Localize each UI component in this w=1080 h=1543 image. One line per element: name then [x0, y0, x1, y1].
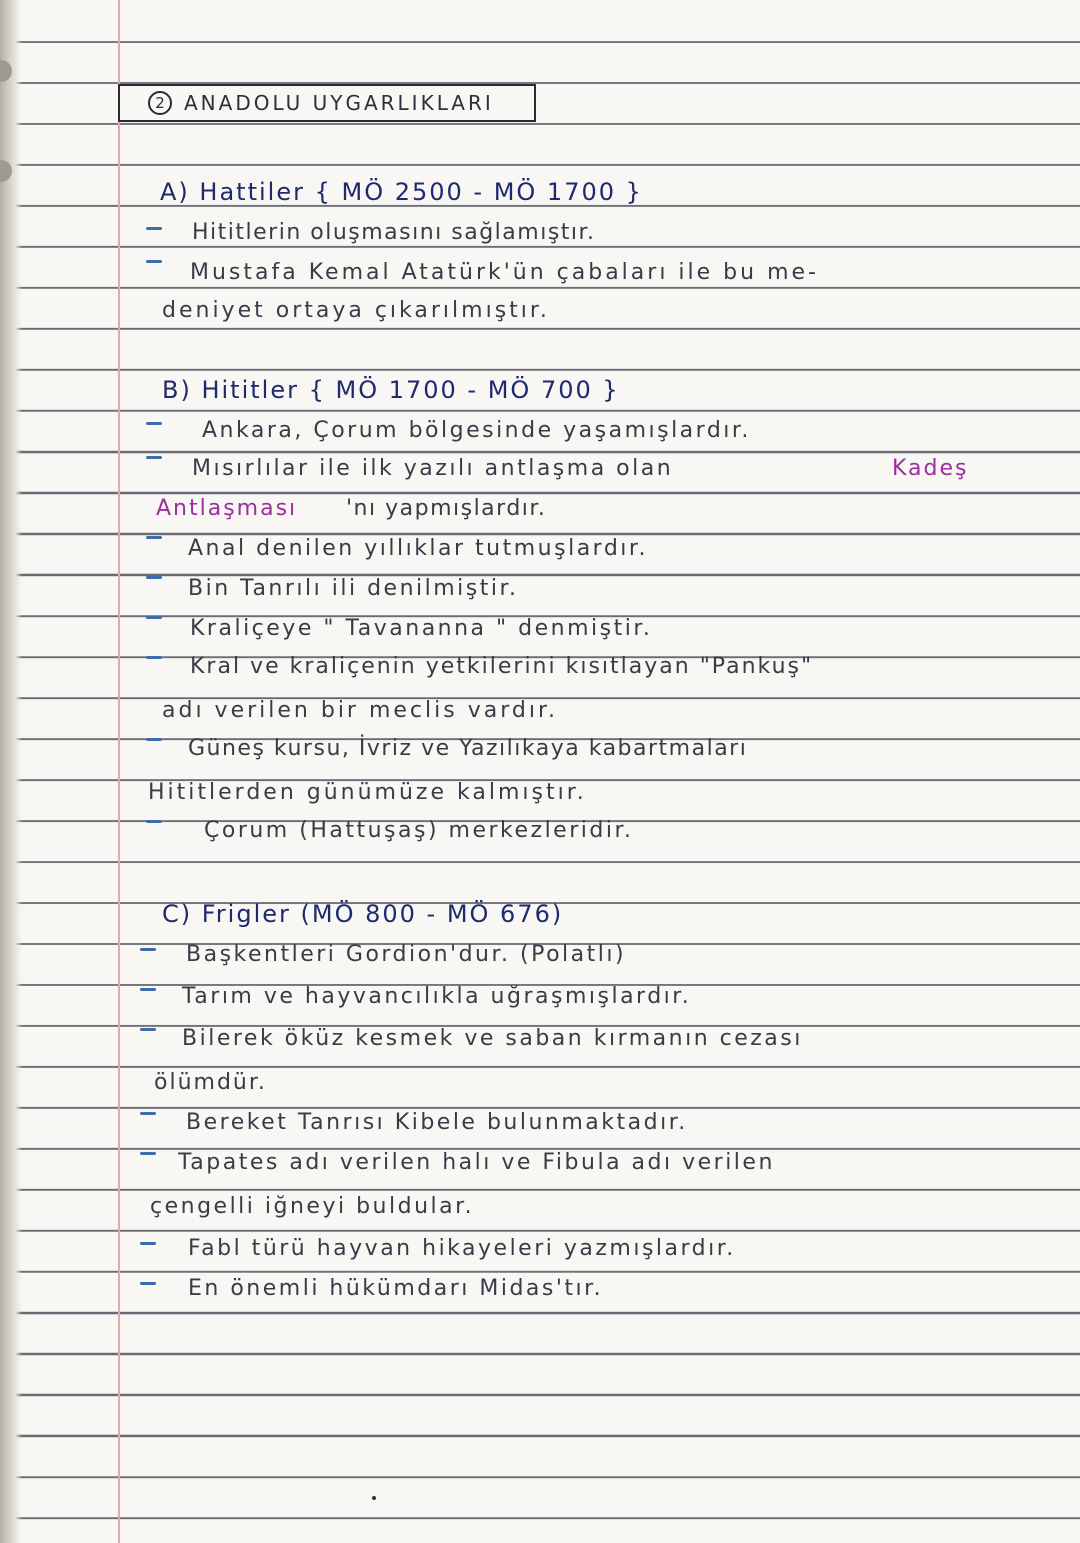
note-line: Mustafa Kemal Atatürk'ün çabaları ile bu me-	[190, 260, 819, 285]
bullet-dash	[146, 536, 162, 539]
bullet-dash	[140, 1028, 156, 1031]
section-heading-frigler: C) Frigler (MÖ 800 - MÖ 676)	[162, 900, 564, 928]
section-heading-hititler: B) Hititler { MÖ 1700 - MÖ 700 }	[162, 376, 620, 404]
bullet-dash	[140, 1282, 156, 1285]
note-line: Kraliçeye " Tavananna " denmiştir.	[190, 616, 653, 641]
bullet-dash	[140, 1152, 156, 1155]
bullet-dash	[146, 576, 162, 579]
margin-line	[118, 0, 120, 1543]
note-line: Ankara, Çorum bölgesinde yaşamışlardır.	[202, 418, 751, 443]
bullet-dash	[146, 656, 162, 659]
bullet-dash	[146, 456, 162, 459]
note-line: Hititlerin oluşmasını sağlamıştır.	[192, 220, 596, 245]
bullet-dash	[146, 227, 162, 230]
note-line: Fabl türü hayvan hikayeleri yazmışlardır.	[188, 1236, 736, 1261]
bullet-dash	[140, 1112, 156, 1115]
note-line: Bereket Tanrısı Kibele bulunmaktadır.	[186, 1110, 688, 1135]
title-box	[118, 84, 536, 122]
bullet-dash	[146, 738, 162, 741]
ink-dot	[372, 1496, 376, 1500]
section-heading-hattiler: A) Hattiler { MÖ 2500 - MÖ 1700 }	[160, 178, 643, 206]
bullet-dash	[146, 260, 162, 263]
section-number: 2	[148, 91, 172, 115]
note-line: adı verilen bir meclis vardır.	[162, 698, 558, 723]
highlighted-term: Antlaşması	[156, 496, 298, 521]
note-line: Anal denilen yıllıklar tutmuşlardır.	[188, 536, 648, 561]
bullet-dash	[146, 820, 162, 823]
note-line: En önemli hükümdarı Midas'tır.	[188, 1276, 604, 1301]
note-line: Hititlerden günümüze kalmıştır.	[148, 780, 587, 805]
note-line: deniyet ortaya çıkarılmıştır.	[162, 298, 550, 323]
note-line: Bin Tanrılı ili denilmiştir.	[188, 576, 519, 601]
note-line: 'nı yapmışlardır.	[346, 496, 547, 521]
note-line: Güneş kursu, İvriz ve Yazılıkaya kabartmaları	[188, 736, 748, 761]
note-line: ölümdür.	[154, 1070, 267, 1095]
page-edge-shadow	[0, 0, 22, 1543]
page-title: ANADOLU UYGARLIKLARI	[184, 91, 494, 115]
note-line: Çorum (Hattuşaş) merkezleridir.	[204, 818, 634, 843]
note-line: Başkentleri Gordion'dur. (Polatlı)	[186, 942, 627, 967]
note-line: Tapates adı verilen halı ve Fibula adı verilen	[178, 1150, 775, 1175]
highlighted-term: Kadeş	[892, 456, 969, 481]
note-line: Mısırlılar ile ilk yazılı antlaşma olan	[192, 456, 674, 481]
note-line: Tarım ve hayvancılıkla uğraşmışlardır.	[182, 984, 692, 1009]
bullet-dash	[140, 988, 156, 991]
note-line: çengelli iğneyi buldular.	[150, 1194, 475, 1219]
bullet-dash	[140, 948, 156, 951]
note-line: Bilerek öküz kesmek ve saban kırmanın cezası	[182, 1026, 803, 1051]
bullet-dash	[146, 422, 162, 425]
bullet-dash	[146, 616, 162, 619]
bullet-dash	[140, 1242, 156, 1245]
note-line: Kral ve kraliçenin yetkilerini kısıtlayan "Pankuş"	[190, 654, 814, 679]
